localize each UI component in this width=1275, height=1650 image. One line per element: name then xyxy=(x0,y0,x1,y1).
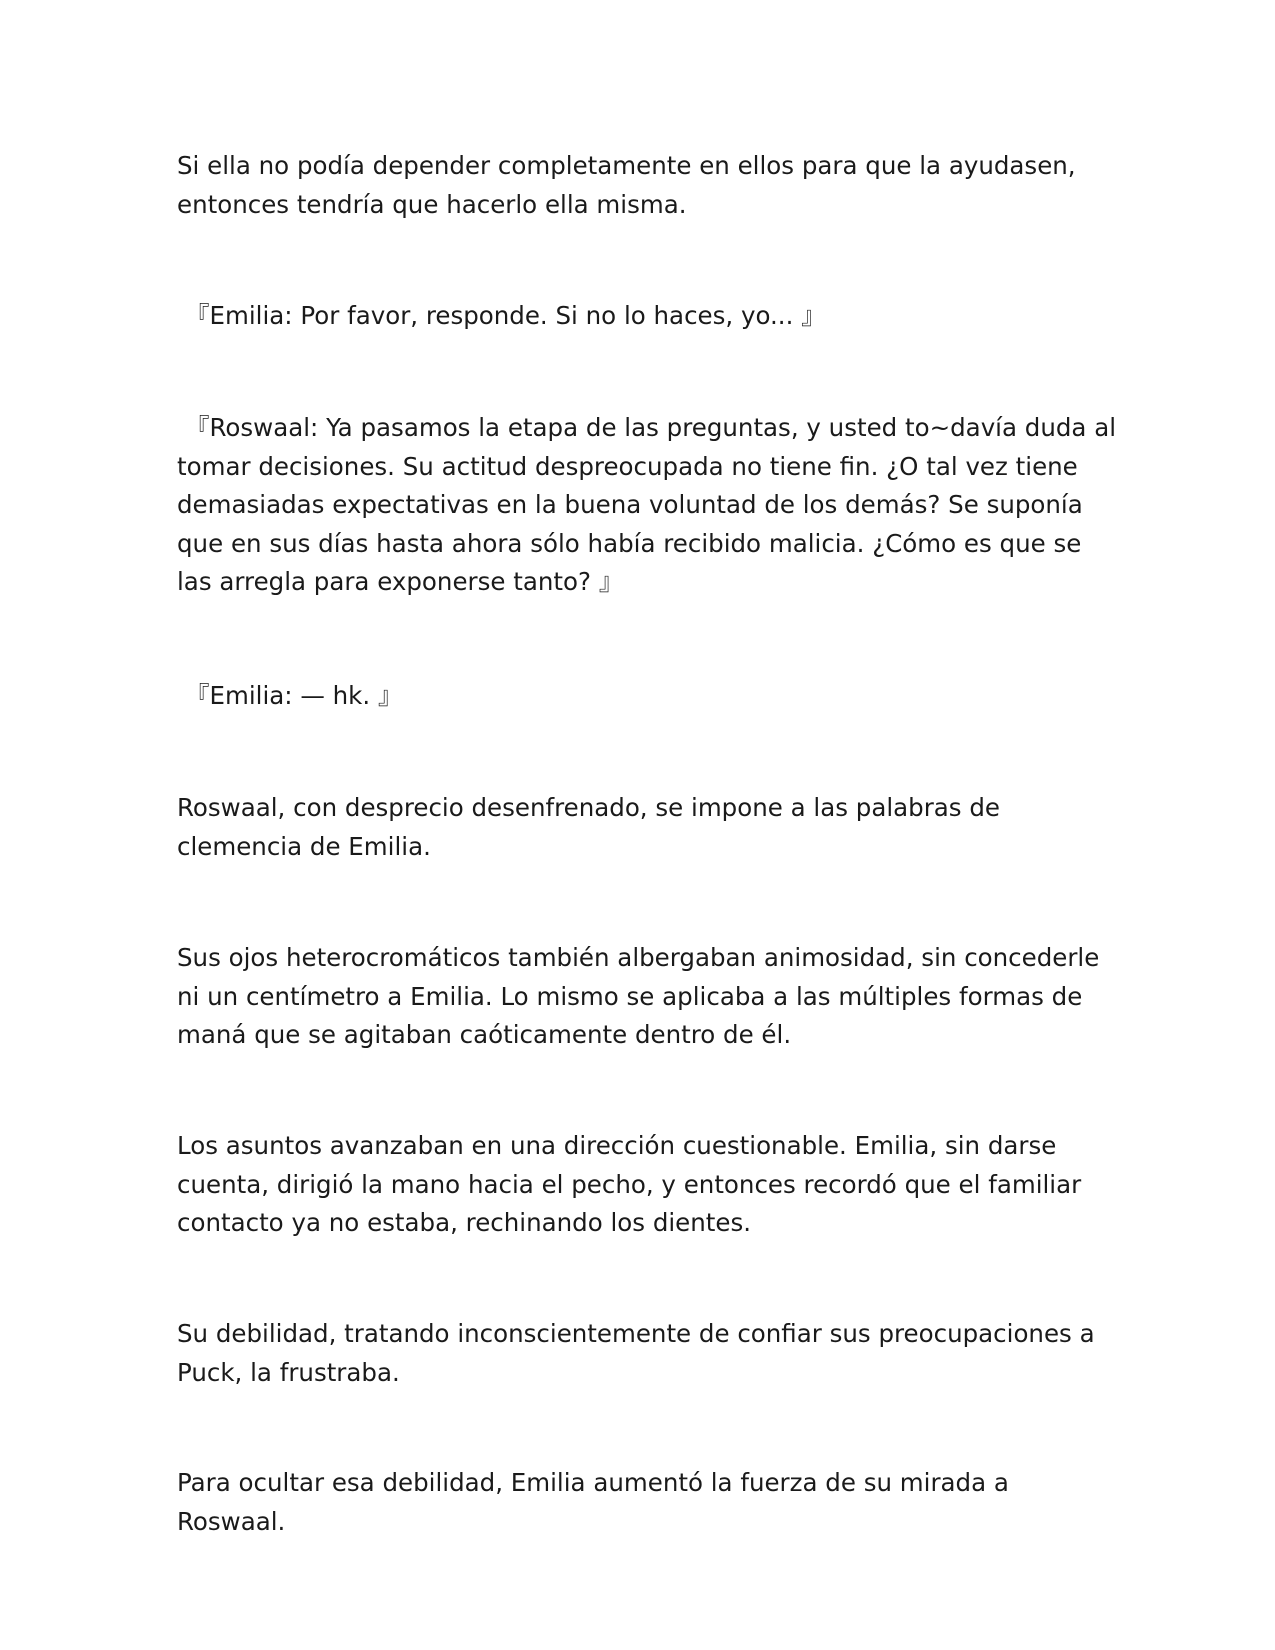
narration-paragraph: Los asuntos avanzaban en una dirección cuestionable. Emilia, sin darse cuenta, dirigió la mano hacia el pecho, y entonces recordó que el familiar contacto ya no estaba, rechinando los dientes. xyxy=(177,1131,1082,1237)
narration-paragraph: Si ella no podía depender completamente en ellos para que la ayudasen, entonces tendría que hacerlo ella misma. xyxy=(177,151,1076,219)
narration-paragraph: Sus ojos heterocromáticos también albergaban animosidad, sin concederle ni un centímetro a Emilia. Lo mismo se aplicaba a las múltiples formas de maná que se agitaban caóticamente dentro de él. xyxy=(177,943,1100,1049)
narration-paragraph: Para ocultar esa debilidad, Emilia aumentó la fuerza de su mirada a Roswaal. xyxy=(177,1468,1009,1536)
dialogue-roswaal-reply: 『Roswaal: Ya pasamos la etapa de las preguntas, y usted to~davía duda al tomar decisiones. Su actitud despreocupada no tiene fin. ¿O tal vez tiene demasiadas expectativas en la buena voluntad de los demás? Se suponía que en sus días hasta ahora sólo había recibido malicia. ¿Cómo es que se las arregla para exponerse tanto? 』 xyxy=(177,413,1117,596)
dialogue-emilia-plea: 『Emilia: Por favor, responde. Si no lo haces, yo... 』 xyxy=(185,301,826,330)
narration-paragraph: Su debilidad, tratando inconscientemente de confiar sus preocupaciones a Puck, la frustraba. xyxy=(177,1319,1095,1387)
narration-paragraph: Roswaal, con desprecio desenfrenado, se impone a las palabras de clemencia de Emilia. xyxy=(177,793,1000,861)
dialogue-emilia-gasp: 『Emilia: — hk. 』 xyxy=(185,681,403,710)
